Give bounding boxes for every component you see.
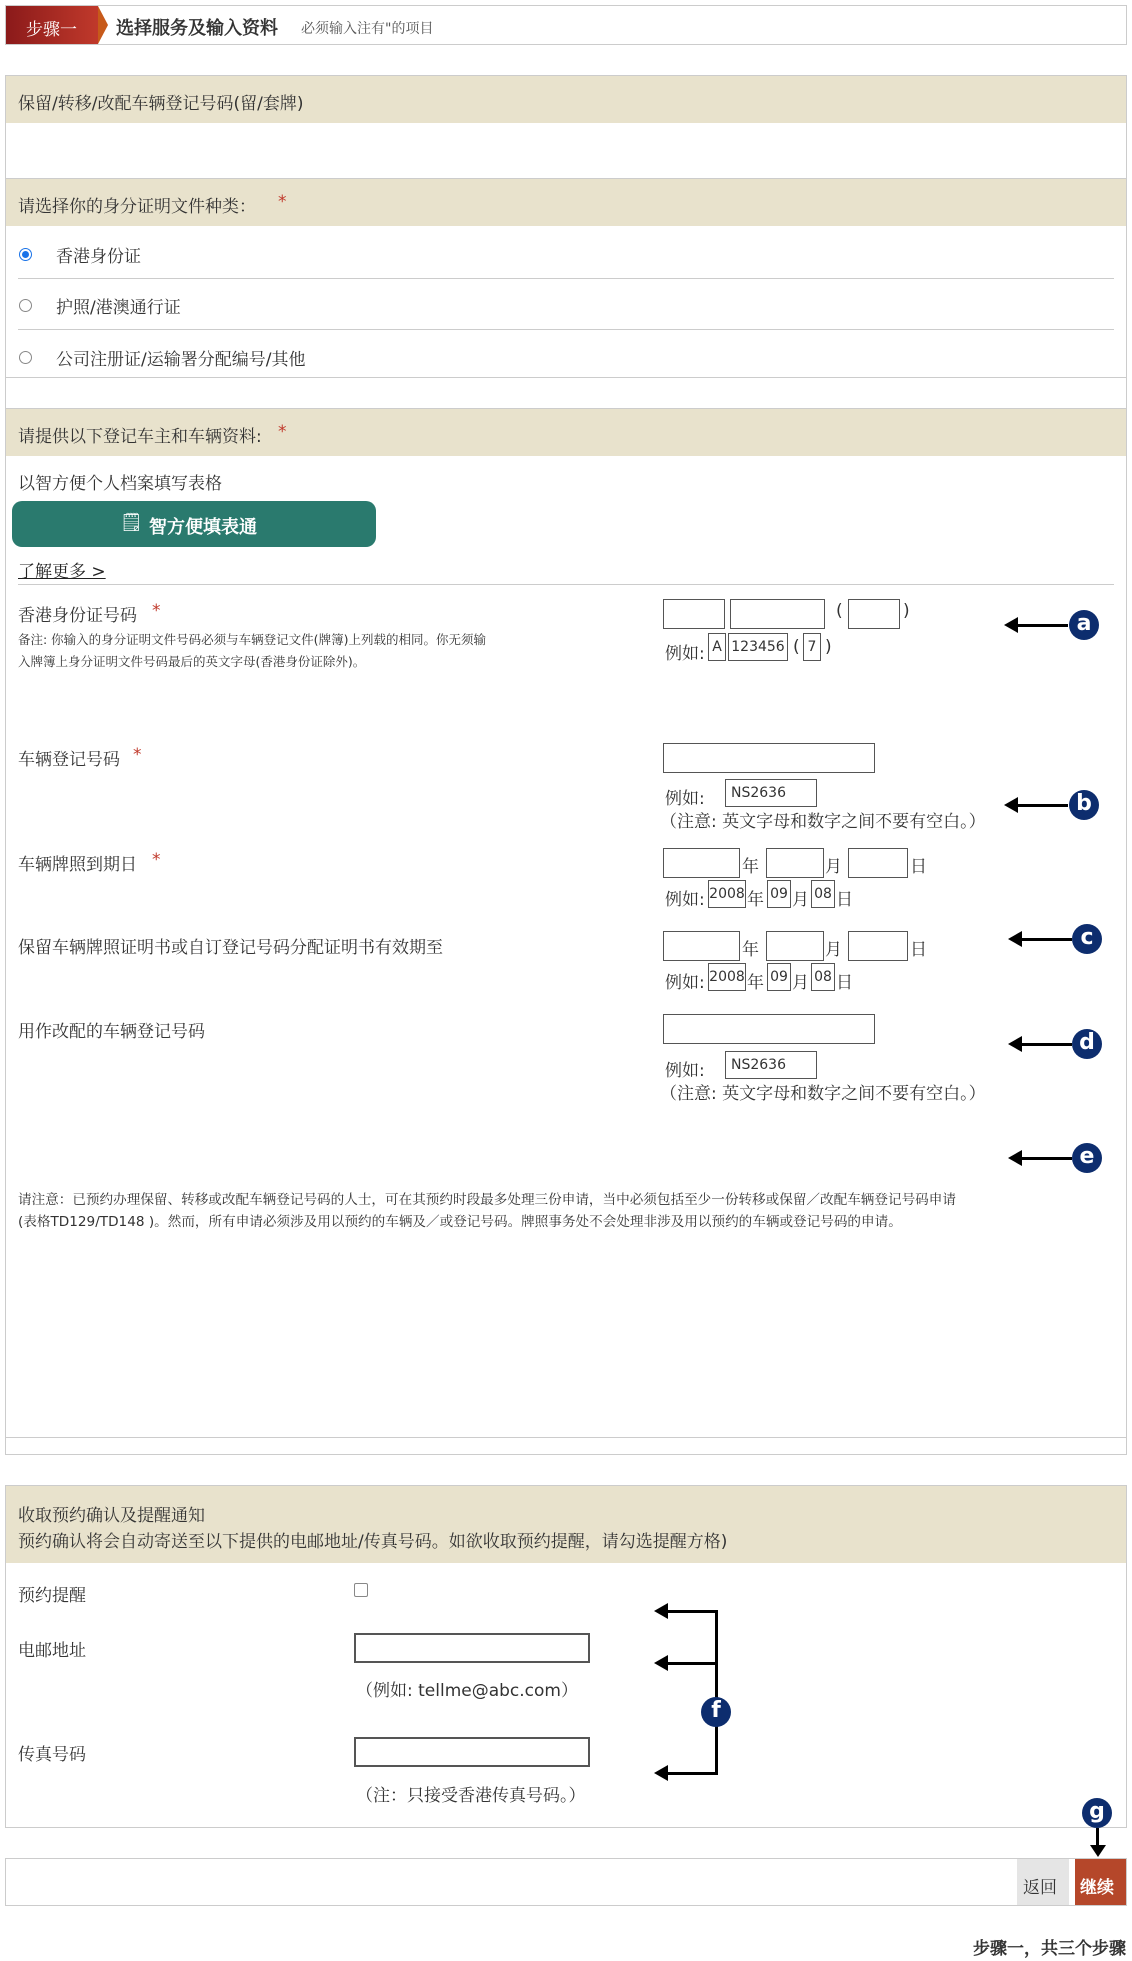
hkid-letter-input[interactable] [663,599,725,629]
example-check: 7 [803,633,821,661]
required-star: * [278,192,287,212]
hkid-label: 香港身份证号码 [18,606,137,626]
reg-mark-note: （注意: 英文字母和数字之间不要有空白。） [660,812,986,832]
day-unit: 日 [910,857,927,877]
example-label: 例如: [665,890,705,910]
service-title: 保留/转移/改配车辆登记号码(留/套牌) [18,94,304,114]
day-unit: 日 [836,973,853,993]
reassign-mark-input[interactable] [663,1014,875,1044]
example-month: 09 [767,963,791,991]
radio-hkid[interactable] [19,248,32,261]
reminder-header [6,1486,1126,1563]
arrow-b-line [1016,804,1068,807]
step-badge-tip [98,6,108,44]
notice-line1: 请注意：已预约办理保留、转移或改配车辆登记号码的人士，可在其预约时段最多处理三份申请，当中必须包括至少一份转移或保留／改配车辆登记号码申请 [18,1192,956,1208]
id-doc-header [6,179,1126,226]
month-unit: 月 [825,940,842,960]
example-label: 例如: [665,789,705,809]
reminder-subtitle: 预约确认将会自动寄送至以下提供的电邮地址/传真号码。如欲收取预约提醒，请勾选提醒方格) [18,1532,728,1552]
reminder-title: 收取预约确认及提醒通知 [18,1506,205,1526]
example-reg-mark: NS2636 [725,779,817,807]
option-company: 公司注册证/运输署分配编号/其他 [56,350,306,370]
continue-button[interactable] [1075,1859,1126,1905]
month-unit: 月 [825,857,842,877]
continue-label: 继续 [1080,1878,1114,1898]
hkid-number-input[interactable] [730,599,825,629]
bracket-f-bottom [668,1772,718,1775]
email-label: 电邮地址 [18,1641,86,1661]
fax-label: 传真号码 [18,1745,86,1765]
step-title: 选择服务及输入资料 [116,18,278,39]
example-letter: A [708,633,726,661]
id-doc-title: 请选择你的身分证明文件种类： [18,197,256,217]
month-unit: 月 [792,973,809,993]
step-count: 步骤一，共三个步骤 [973,1939,1126,1959]
smart-icon: 🗒 [120,512,143,533]
owner-header [6,409,1126,456]
badge-a: a [1069,610,1099,640]
required-star: * [152,850,161,870]
divider [18,278,1114,279]
reminder-label: 预约提醒 [18,1586,86,1606]
license-day-input[interactable] [848,848,908,878]
id-doc-section [6,178,1126,378]
notice-line2: (表格TD129/TD148 )。然而，所有申请必须涉及用以预约的车辆及／或登记号码。牌照事务处不会处理非涉及用以预约的车辆或登记号码的申请。 [18,1214,902,1230]
radio-passport[interactable] [19,299,32,312]
example-number: 123456 [728,633,788,661]
year-unit: 年 [747,890,764,910]
step-label: 步骤一 [26,20,77,40]
reassign-mark-label: 用作改配的车辆登记号码 [18,1022,205,1042]
badge-d: d [1072,1029,1102,1059]
example-label: 例如: [665,973,705,993]
reg-mark-input[interactable] [663,743,875,773]
badge-c: c [1072,924,1102,954]
option-passport: 护照/港澳通行证 [56,298,181,318]
license-year-input[interactable] [663,848,740,878]
required-star: * [152,601,161,621]
required-star: * [278,422,287,442]
reminder-section [5,1485,1127,1828]
learn-more-link[interactable]: 了解更多 > [18,562,106,582]
smart-fill-label: 智方便填表通 [149,517,257,538]
arrow-g-icon [1090,1845,1106,1857]
email-note: （例如: tellme@abc.com） [356,1681,578,1701]
bracket-f-mid [668,1662,718,1665]
service-header [6,76,1126,123]
arrow-c-line [1020,938,1072,941]
divider [18,584,1114,585]
back-button[interactable] [1017,1859,1069,1905]
fax-note: （注：只接受香港传真号码。） [356,1786,586,1806]
badge-g: g [1082,1798,1112,1828]
divider [18,329,1114,330]
arrow-e-line [1020,1157,1072,1160]
arrow-f2-icon [654,1655,668,1671]
bracket-f-top [668,1610,718,1613]
example-label: 例如: [665,644,705,664]
day-unit: 日 [836,890,853,910]
hkid-note-line2: 入牌簿上身分证明文件号码最后的英文字母(香港身份证除外)。 [18,654,366,669]
close-paren: ) [903,601,910,621]
required-star: * [133,745,142,765]
example-reg-mark: NS2636 [725,1051,817,1079]
option-hkid: 香港身份证 [56,247,141,267]
reminder-checkbox[interactable] [354,1583,368,1597]
reg-mark-label: 车辆登记号码 [18,750,120,770]
cert-day-input[interactable] [848,931,908,961]
back-label: 返回 [1023,1878,1057,1898]
owner-title: 请提供以下登记车主和车辆资料: [18,427,262,447]
bracket-f-line [715,1610,718,1774]
cert-expiry-label: 保留车辆牌照证明书或自订登记号码分配证明书有效期至 [18,938,443,958]
example-year: 2008 [708,963,746,991]
smart-fill-button[interactable] [12,501,376,547]
arrow-d-line [1020,1043,1072,1046]
fax-input[interactable] [354,1737,590,1767]
arrow-f1-icon [654,1603,668,1619]
example-day: 08 [811,963,835,991]
license-month-input[interactable] [766,848,824,878]
open-paren: ( [793,637,800,657]
badge-b: b [1069,790,1099,820]
email-input[interactable] [354,1633,590,1663]
example-year: 2008 [708,880,746,908]
action-bar [5,1858,1127,1906]
day-unit: 日 [910,940,927,960]
example-day: 08 [811,880,835,908]
hkid-check-input[interactable] [848,599,900,629]
cert-month-input[interactable] [766,931,824,961]
open-paren: ( [836,601,843,621]
required-note: 必须输入注有"的项目 [301,21,434,37]
radio-company[interactable] [19,351,32,364]
year-unit: 年 [742,857,759,877]
example-month: 09 [767,880,791,908]
owner-section [6,408,1126,1438]
arrow-a-line [1016,624,1068,627]
month-unit: 月 [792,890,809,910]
cert-year-input[interactable] [663,931,740,961]
year-unit: 年 [742,940,759,960]
arrow-f3-icon [654,1765,668,1781]
form-panel [5,75,1127,1455]
reassign-mark-note: （注意: 英文字母和数字之间不要有空白。） [660,1084,986,1104]
example-label: 例如: [665,1061,705,1081]
badge-f: f [701,1697,731,1727]
step-header [5,5,1127,45]
smart-hint: 以智方便个人档案填写表格 [18,474,222,494]
badge-e: e [1072,1143,1102,1173]
hkid-note-line1: 备注: 你输入的身分证明文件号码必须与车辆登记文件(牌簿)上列载的相同。你无须输 [18,632,486,647]
license-expiry-label: 车辆牌照到期日 [18,855,137,875]
close-paren: ) [825,637,832,657]
year-unit: 年 [747,973,764,993]
